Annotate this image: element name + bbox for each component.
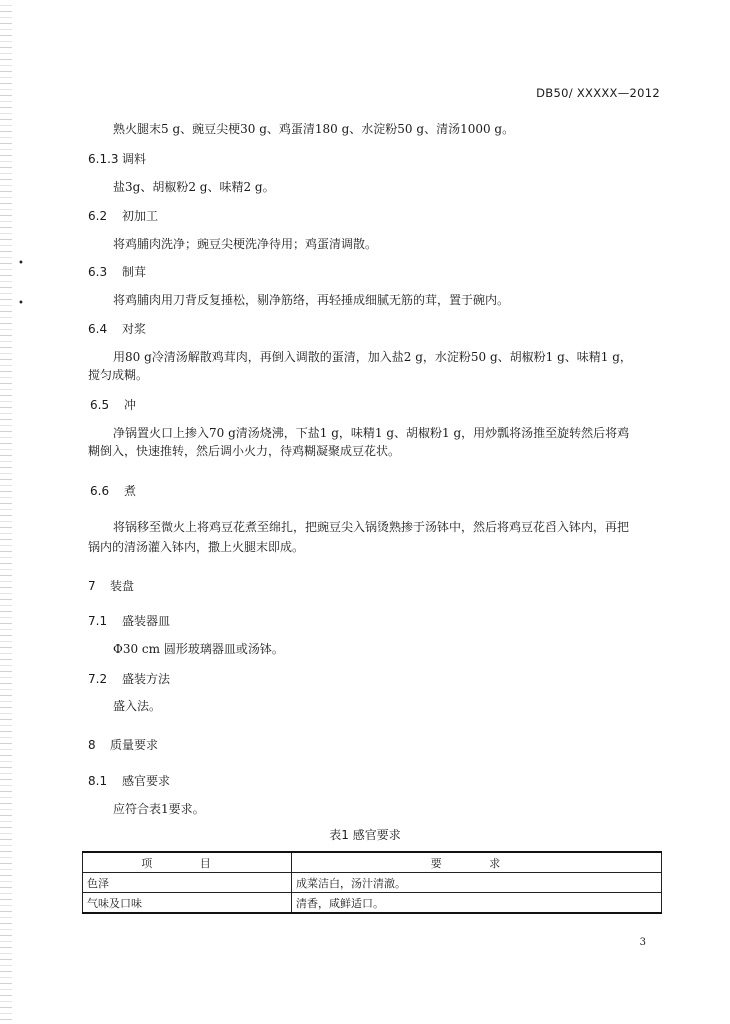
scan-edge <box>0 0 12 1024</box>
section-title: 感官要求 <box>122 774 171 788</box>
section-number: 6.6 <box>90 484 110 498</box>
section-6-6-heading <box>90 482 136 499</box>
table-cell-requirement: 成菜洁白，汤汁清澈。 <box>292 873 662 893</box>
section-title: 对浆 <box>122 322 147 336</box>
section-number: 6.2 <box>88 209 108 223</box>
scan-mark: • <box>18 298 24 309</box>
section-number: 6.1.3 <box>88 152 119 166</box>
table-row <box>83 893 662 914</box>
section-title: 制茸 <box>122 265 147 279</box>
section-6-4-heading <box>88 320 146 337</box>
section-number: 7.2 <box>88 672 108 686</box>
ingredients-line: 熟火腿末5 g、豌豆尖梗30 g、鸡蛋清180 g、水淀粉50 g、清汤1000 g。 <box>113 122 515 136</box>
section-number: 7 <box>88 579 96 593</box>
section-number: 8 <box>88 738 96 752</box>
section-8-1-text: 应符合表1要求。 <box>113 802 205 816</box>
section-6-1-3-heading <box>88 150 146 167</box>
section-6-5-line-1: 净锅置火口上掺入70 g清汤烧沸，下盐1 g，味精1 g、胡椒粉1 g，用炒瓢将汤推至旋转然后将鸡 <box>113 426 630 440</box>
section-6-5-line-2: 糊倒入，快速推转，然后调小火力，待鸡糊凝聚成豆花状。 <box>88 444 401 458</box>
section-6-4-line-1: 用80 g冷清汤解散鸡茸肉，再倒入调散的蛋清，加入盐2 g，水淀粉50 g、胡椒粉1 g、味精1 g， <box>113 350 632 364</box>
table-row <box>83 873 662 893</box>
table-cell-requirement: 清香，咸鲜适口。 <box>292 893 662 914</box>
table-caption: 表1 感官要求 <box>329 828 401 842</box>
section-title: 质量要求 <box>110 738 159 752</box>
section-number: 8.1 <box>88 774 108 788</box>
section-7-1-heading <box>88 612 170 629</box>
section-title: 调料 <box>122 152 147 166</box>
section-8-1-heading <box>88 772 170 789</box>
sensory-requirements-table <box>82 851 662 914</box>
section-6-3-text: 将鸡脯肉用刀背反复捶松，剔净筋络，再轻捶成细腻无筋的茸，置于碗内。 <box>113 293 510 307</box>
section-number: 7.1 <box>88 614 108 628</box>
page-number: 3 <box>639 937 646 948</box>
section-6-2-heading <box>88 207 158 224</box>
table-header-requirement: 要 求 <box>292 852 662 873</box>
section-6-5-heading <box>90 396 136 413</box>
section-7-2-text: 盛入法。 <box>113 699 162 713</box>
section-6-2-text: 将鸡脯肉洗净；豌豆尖梗洗净待用；鸡蛋清调散。 <box>113 237 378 251</box>
section-7-heading <box>88 577 134 594</box>
scan-mark: • <box>18 258 24 269</box>
section-6-6-line-2: 锅内的清汤灌入钵内，撒上火腿末即成。 <box>88 540 305 554</box>
section-number: 6.5 <box>90 398 110 412</box>
section-title: 装盘 <box>110 579 135 593</box>
section-title: 煮 <box>124 484 137 498</box>
section-7-2-heading <box>88 670 170 687</box>
standard-code: DB50/ XXXXX—2012 <box>536 86 660 100</box>
section-8-heading <box>88 736 158 753</box>
section-6-3-heading <box>88 263 146 280</box>
section-title: 盛装器皿 <box>122 614 171 628</box>
section-number: 6.4 <box>88 322 108 336</box>
section-title: 初加工 <box>122 209 159 223</box>
section-title: 盛装方法 <box>122 672 171 686</box>
section-title: 冲 <box>124 398 137 412</box>
table-cell-item: 色泽 <box>83 873 292 893</box>
section-6-4-line-2: 搅匀成糊。 <box>88 368 149 382</box>
section-6-1-3-text: 盐3g、胡椒粉2 g、味精2 g。 <box>113 180 275 194</box>
section-7-1-text: Φ30 cm 圆形玻璃器皿或汤钵。 <box>113 642 284 656</box>
table-header-item: 项 目 <box>83 852 292 873</box>
section-6-6-line-1: 将锅移至微火上将鸡豆花煮至绵扎，把豌豆尖入锅烫熟掺于汤钵中，然后将鸡豆花舀入钵内，再把 <box>113 520 630 534</box>
table-cell-item: 气味及口味 <box>83 893 292 914</box>
section-number: 6.3 <box>88 265 108 279</box>
table-header-row <box>83 852 662 873</box>
